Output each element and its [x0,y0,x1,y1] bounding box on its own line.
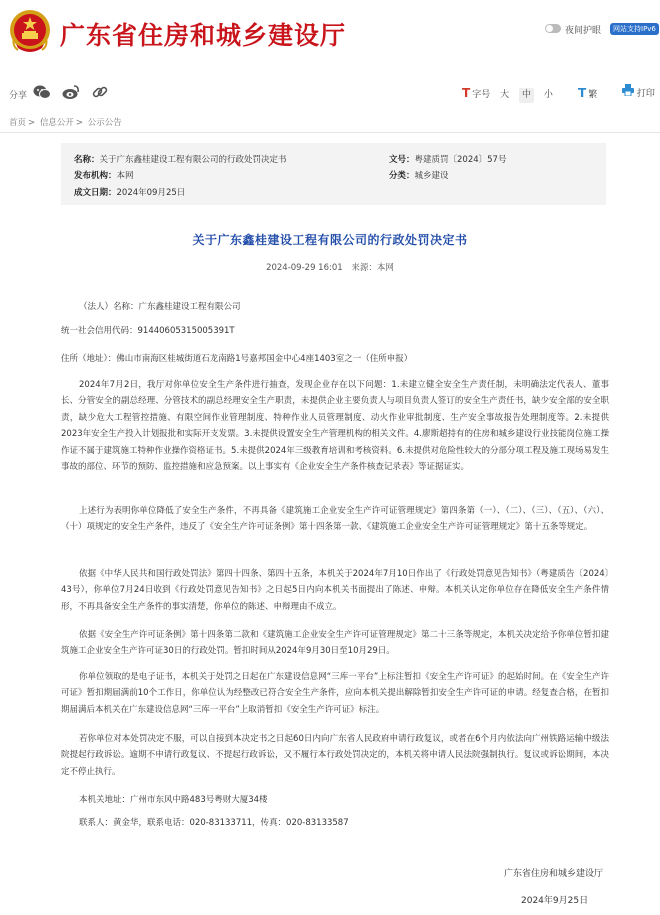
font-small-button[interactable]: 小 [543,90,553,100]
info-date [74,186,185,198]
info-category-value: 城乡建设 [414,171,449,181]
info-publisher-label: 发布机构： [74,171,117,181]
breadcrumb-home[interactable]: 首页 [9,118,27,128]
info-doc-no-value: 粤建质罚〔2024〕57号 [414,155,507,165]
font-size-label: 字号 [472,90,491,100]
paragraph-office-address: 本机关地址：广州市东风中路483号粤财大厦34楼 [79,795,268,805]
site-title[interactable]: 广东省住房和城乡建设厅 [60,21,347,50]
paragraph-appeal: 若你单位对本处罚决定不服，可以自接到本决定书之日起60日内向广东省人民政府申请行政复议，或者在6个月内依法向广州铁路运输中级法院提起行政诉讼。逾期不申请行政复议、不提起行政诉讼，又不履行本行政处罚决定的，本机关将申请人民法院强制执行。复议或诉讼期间，本决定不停止执行。 [61,734,609,777]
info-category-label: 分类： [389,171,415,181]
breadcrumb-announcements[interactable]: 公示公告 [87,118,122,128]
font-size-icon: T [462,86,471,100]
ipv6-badge: 网站支持IPv6 [610,23,659,35]
paragraph-findings: 2024年7月2日，我厅对你单位安全生产条件进行抽查，发现企业存在以下问题：1.未建立健全安全生产责任制，未明确法定代表人、董事长、分管安全的副总经理、分管技术的副总经理安全生产职责，未提供企业主要负责人与项目负责人签订的安全生产责任书，缺少安全部的安全职责，缺少危大工程管控措施、有限空间作业管理制度、特种作业人员管理制度、动火作业审批制度、生产安全事故报告处理制度等。2.未提供2023年安全生产投入计划报批和实际开支发票。3.未提供设置安全生产管理机构的相关文件。4.廖斯超持有的住房和城乡建设行业技能岗位施工操作证不属于建筑施工特种作业操作资格证书。5.未提供2024年三级教育培训和考核资料。6.未提供对危险性较大的分部分项工程及施工现场易发生事故的部位、环节的预防、监控措施和应急预案。以上事实有《企业安全生产条件核查记录表》等证据证实。 [61,380,609,473]
info-date-value: 2024年09月25日 [116,188,186,198]
print-button[interactable] [622,84,655,99]
breadcrumb-info-public[interactable]: 信息公开 [39,118,74,128]
traditional-icon: T [578,86,587,100]
night-mode-label[interactable]: 夜间护眼 [565,26,602,36]
font-large-button[interactable]: 大 [500,90,510,100]
paragraph-decision: 依据《安全生产许可证条例》第十四条第二款和《建筑施工企业安全生产许可证管理规定》第二十三条等规定，本机关决定给予你单位暂扣建筑施工企业安全生产许可证30日的行政处罚。暂扣时间从2024年9月30日至10月29日。 [61,630,609,657]
font-medium-button[interactable]: 中 [519,88,534,103]
article-toolbar [0,70,660,112]
breadcrumb [9,116,124,128]
site-header [0,0,660,70]
font-size-control [462,86,556,103]
paragraph-contact: 联系人：黄金华，联系电话：020-83133711，传真：020-83133587 [79,818,349,828]
traditional-label: 繁 [588,90,598,100]
link-icon[interactable] [92,84,108,100]
print-icon [622,84,634,96]
article-datetime: 2024-09-29 16:01 [266,263,343,273]
article-meta [0,261,660,273]
info-publisher-value: 本网 [116,171,134,181]
info-name [74,153,287,165]
breadcrumb-separator: > [28,118,36,128]
share-label: 分享 [9,91,28,101]
wechat-icon[interactable] [33,84,51,100]
info-name-value: 关于广东鑫桂建设工程有限公司的行政处罚决定书 [99,155,287,165]
paragraph-credit-code: 统一社会信用代码：91440605315005391T [61,326,235,336]
info-name-label: 名称： [74,155,100,165]
info-doc-no [389,153,506,165]
weibo-icon[interactable] [62,84,80,100]
info-category [389,169,449,181]
article-title: 关于广东鑫桂建设工程有限公司的行政处罚决定书 [192,233,468,247]
breadcrumb-separator: > [75,118,83,128]
print-label: 打印 [636,89,655,99]
paragraph-certificate: 你单位领取的是电子证书，本机关于处罚之日起在广东建设信息网“三库一平台”上标注暂扣《安全生产许可证》的起始时间。在《安全生产许可证》暂扣期届满前10个工作日，你单位认为经整改已符合安全生产条件，应向本机关提出解除暂扣安全生产许可证的申请。经复查合格，在暂扣期届满后本机关在广东建设信息网“三库一平台”上取消暂扣《安全生产许可证》标注。 [61,672,609,715]
paragraph-legal-name: （法人）名称：广东鑫桂建设工程有限公司 [79,302,241,312]
paragraph-violation: 上述行为表明你单位降低了安全生产条件，不再具备《建筑施工企业安全生产许可证管理规定》第四条第（一）、（二）、（三）、（五）、（六）、（十）项规定的安全生产条件，违反了《安全生产许可证条例》第十四条第一款、《建筑施工企业安全生产许可证管理规定》第十五条等规定。 [61,506,609,533]
paragraph-address: 住所（地址）：佛山市南海区桂城街道石龙南路1号嘉邦国金中心4座1403室之一（住所申报） [61,354,413,364]
national-emblem-icon [8,8,52,56]
article-source: 来源：本网 [351,263,394,273]
signature-agency: 广东省住房和城乡建设厅 [504,869,604,879]
divider [0,132,660,133]
traditional-chinese-button[interactable] [578,86,597,100]
paragraph-hearing: 依据《中华人民共和国行政处罚法》第四十四条、第四十五条，本机关于2024年7月10日作出了《行政处罚意见告知书》（粤建质告〔2024〕43号），你单位7月24日收到《行政处罚意见告知书》之日起5日内向本机关书面提出了陈述、申辩。本机关认定你单位存在降低安全生产条件情形，不再具备安全生产条件的事实清楚，你单位的陈述、申辩理由不成立。 [61,569,609,612]
signature-date: 2024年9月25日 [521,896,589,906]
info-doc-no-label: 文号： [389,155,415,165]
info-date-label: 成文日期： [74,188,117,198]
info-publisher [74,169,134,181]
document-info-box [61,143,606,205]
night-mode-toggle[interactable] [545,24,561,33]
